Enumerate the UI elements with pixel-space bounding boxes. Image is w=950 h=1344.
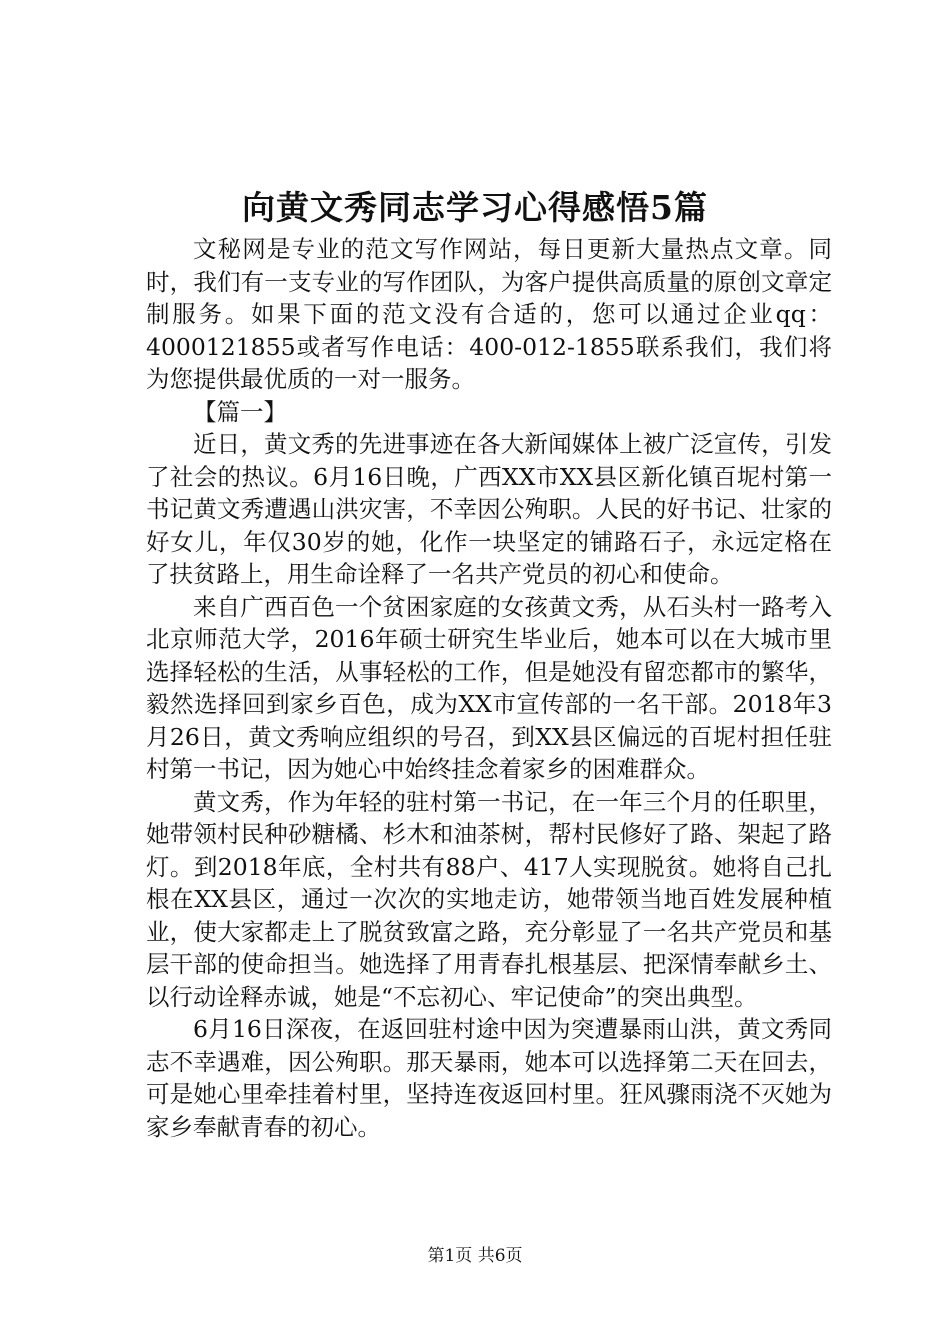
document-body [146, 233, 832, 1143]
section-heading: 【篇一】 [193, 397, 287, 426]
body-paragraph: 黄文秀，作为年轻的驻村第一书记，在一年三个月的任职里，她带领村民种砂糖橘、杉木和油茶树，帮村民修好了路、架起了路灯。到2018年底，全村共有88户、417人实现脱贫。她将自己扎根在XX县区，通过一次次的实地走访，她带领当地百姓发展种植业，使大家都走上了脱贫致富之路，充分彰显了一名共产党员和基层干部的使命担当。她选择了用青春扎根基层、把深情奉献乡土、以行动诠释赤诚，她是“不忘初心、牢记使命”的突出典型。 [146, 787, 832, 1011]
body-paragraph: 近日，黄文秀的先进事迹在各大新闻媒体上被广泛宣传，引发了社会的热议。6月16日晚，广西XX市XX县区新化镇百坭村第一书记黄文秀遭遇山洪灾害，不幸因公殉职。人民的好书记、壮家的好女儿，年仅30岁的她，化作一块坚定的铺路石子，永远定格在了扶贫路上，用生命诠释了一名共产党员的初心和使命。 [146, 430, 832, 588]
page-number-footer: 第1页 共6页 [427, 1246, 523, 1266]
body-paragraph: 6月16日深夜，在返回驻村途中因为突遭暴雨山洪，黄文秀同志不幸遇难，因公殉职。那天暴雨，她本可以选择第二天在回去，可是她心里牵挂着村里，坚持连夜返回村里。狂风骤雨浇不灭她为家乡奉献青春的初心。 [146, 1015, 832, 1141]
document-title: 向黄文秀同志学习心得感悟5篇 [242, 188, 708, 227]
body-paragraph: 来自广西百色一个贫困家庭的女孩黄文秀，从石头村一路考入北京师范大学，2016年硕士研究生毕业后，她本可以在大城市里选择轻松的生活，从事轻松的工作，但是她没有留恋都市的繁华，毅然选择回到家乡百色，成为XX市宣传部的一名干部。2018年3月26日，黄文秀响应组织的号召，到XX县区偏远的百坭村担任驻村第一书记，因为她心中始终挂念着家乡的困难群众。 [146, 592, 832, 783]
intro-paragraph: 文秘网是专业的范文写作网站，每日更新大量热点文章。同时，我们有一支专业的写作团队，为客户提供高质量的原创文章定制服务。如果下面的范文没有合适的，您可以通过企业qq：4000121855或者写作电话：400-012-1855联系我们，我们将为您提供最优质的一对一服务。 [146, 235, 832, 393]
